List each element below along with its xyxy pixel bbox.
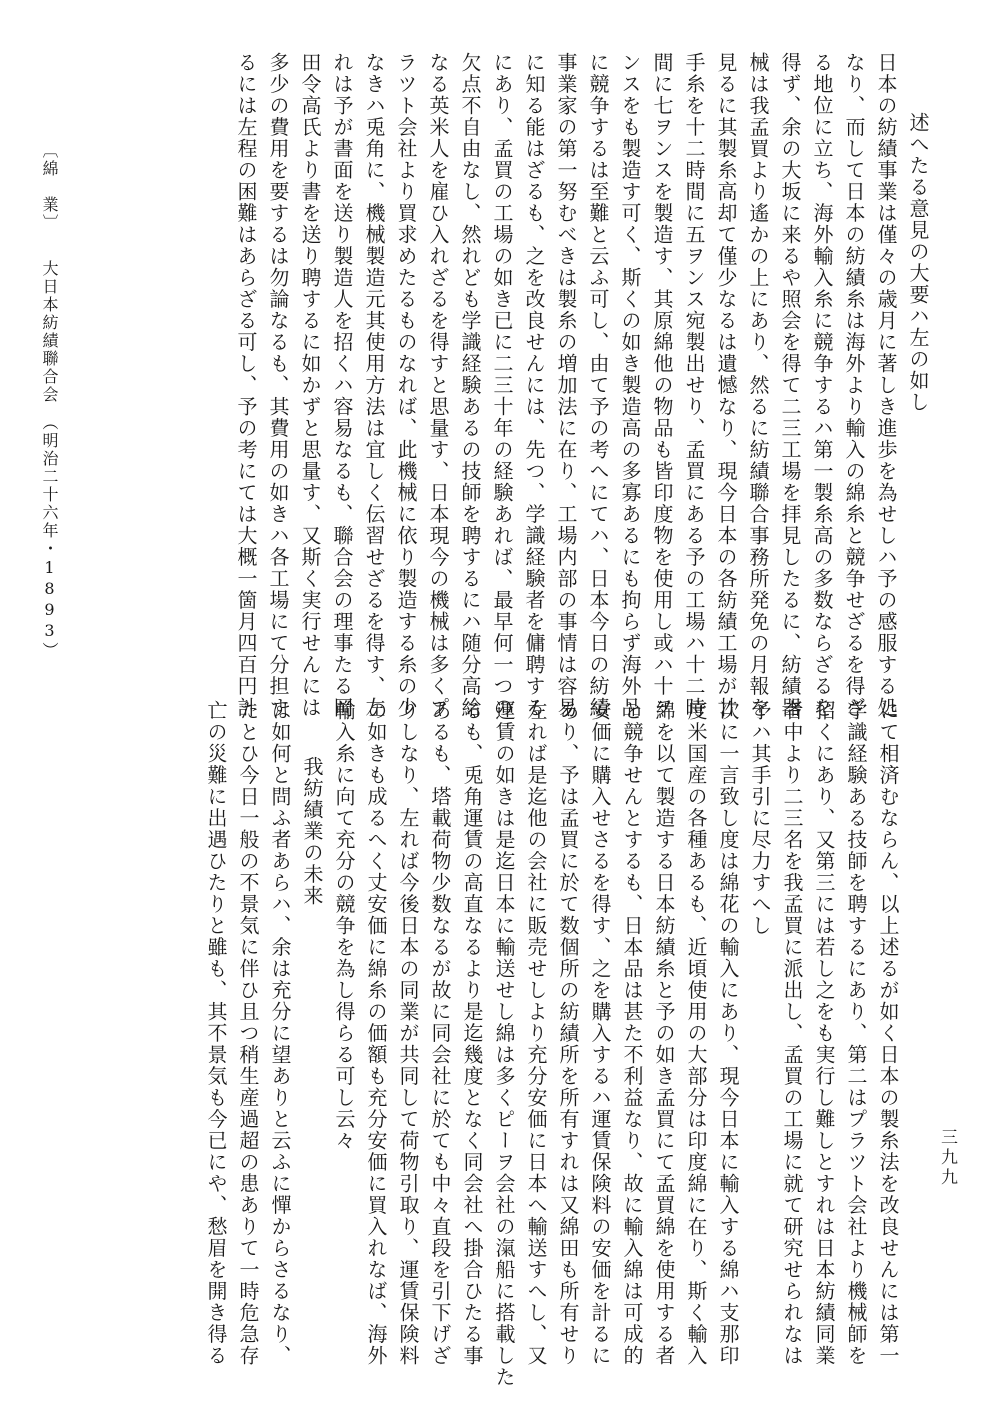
text-line: 欠点不自由なし、然れども学識経験あるの技師を聘するにハ随分高給 — [458, 52, 482, 719]
text-line: 運賃の如きは是迄日本に輸送せし綿は多くピーヲ会社の滊船に搭載した — [492, 700, 516, 1388]
text-line: 多少の費用を要するは勿論なるも、其費用の如きハ各工場にて分担す — [266, 52, 290, 719]
text-line: にあり、孟買の工場の如き已に二三十年の経験あれば、最早何一つの — [490, 52, 514, 719]
running-head-section: 〔綿 業〕 — [40, 142, 59, 224]
text-line: 学識経験ある技師を聘するにあり、第二はプラツト会社より機械師を — [844, 700, 868, 1367]
text-line: ンスをも製造す可く、斯くの如き製造高の多寡あるにも拘らず海外品 — [618, 52, 642, 719]
text-line: 度米国産の各種あるも、近頃使用の大部分は印度綿に在り、斯く輸入 — [684, 700, 708, 1367]
text-line: に知る能はざるも、之を改良せんには、先つ、学識経験者を傭聘する — [522, 52, 546, 719]
text-line: 左れば是迄他の会社に販売せしより充分安価に日本へ輸送すへし、又 — [524, 700, 548, 1367]
text-line: るには左程の困難はあらざる可し、予の考にては大概一箇月四百円計 — [234, 52, 258, 719]
text-line: と競争せんとするも、日本品は甚た不利益なり、故に輸入綿は可成的 — [620, 700, 644, 1367]
text-line: に競争するは至難と云ふ可し、由て予の考へにてハ、日本今日の紡績 — [586, 52, 610, 719]
text-line: 亡の災難に出遇ひたりと雖も、其不景気も今已にや、愁眉を開き得る — [204, 700, 228, 1367]
text-line: 綿を以て製造する日本紡績糸と予の如き孟買にて孟買綿を使用する者 — [652, 700, 676, 1367]
text-line: たとひ今日一般の不景気に伴ひ且つ稍生産過超の患ありて一時危急存 — [236, 700, 260, 1367]
text-line: 日本の紡績事業は僅々の歳月に著しき進歩を為せしハ予の感服する処 — [874, 52, 898, 719]
bottom-text-block — [74, 700, 904, 1388]
text-line: 予ハ其手引に尽力すへし — [748, 700, 772, 937]
text-line: なきハ兎角に、機械製造元其使用方法は宜しく伝習せざるを得す、左 — [362, 52, 386, 719]
text-line: 安価に購入せさるを得す、之を購入するハ運賃保険料の安価を計るに — [588, 700, 612, 1367]
text-line: なり、而して日本の紡績糸は海外より輸入の綿糸と競争せざるを得ざ — [842, 52, 866, 719]
text-line: 次に一言致し度は綿花の輸入にあり、現今日本に輸入する綿ハ支那印 — [716, 700, 740, 1367]
text-line: 得ず、余の大坂に来るや照会を得て二三工場を拝見したるに、紡績器 — [778, 52, 802, 719]
text-line: 事業家の第一努むべきは製糸の増加法に在り、工場内部の事情は容易 — [554, 52, 578, 719]
text-line: 招くにあり、又第三には若し之をも実行し難しとすれは日本紡績同業 — [812, 700, 836, 1367]
text-line: 械は我孟買より遙かの上にあり、然るに紡績聯合事務所発免の月報を — [746, 52, 770, 719]
text-line: あるも、塔載荷物少数なるが故に同会社に於ても中々直段を引下げざ — [428, 700, 452, 1367]
text-line: るも、兎角運賃の高直なるより是迄幾度となく同会社へ掛合ひたる事 — [460, 700, 484, 1367]
text-line: 述へたる意見の大要ハ左の如し — [906, 112, 930, 413]
text-line: 者中より二三名を我孟買に派出し、孟買の工場に就て研究せられなは — [780, 700, 804, 1367]
text-line: れは予が書面を送り製造人を招くハ容易なるも、聯合会の理事たる岡 — [330, 52, 354, 719]
text-line: にて相済むならん、以上述るが如く日本の製糸法を改良せんには第一 — [876, 700, 900, 1367]
running-head-source: 大日本紡績聯合会 — [40, 260, 59, 404]
text-line: の如きも成るへく丈安価に綿糸の価額も充分安価に買入れなば、海外 — [364, 700, 388, 1367]
text-line: 手糸を十二時間に五ヲンス宛製出せり、孟買にある予の工場ハ十二時 — [682, 52, 706, 719]
text-line: あり、予は孟買に於て数個所の紡績所を所有すれは又綿田も所有せり — [556, 700, 580, 1367]
text-line: りしなり、左れば今後日本の同業が共同して荷物引取り、運賃保険料 — [396, 700, 420, 1367]
running-head-date: （明治二十六年・1893） — [40, 422, 59, 660]
text-line: は如何と問ふ者あらハ、余は充分に望ありと云ふに憚からさるなり、 — [268, 700, 292, 1367]
text-line: る地位に立ち、海外輸入糸に競争するハ第一製糸高の多数ならざるを — [810, 52, 834, 719]
section-heading: 我紡績業の未来 — [300, 756, 324, 907]
running-head — [38, 142, 61, 660]
top-text-block — [122, 52, 934, 719]
text-line: 見るに其製糸高却て僅少なるは遺憾なり、現今日本の各紡績工場が廿 — [714, 52, 738, 719]
text-line: 間に七ヲンスを製造す、其原綿他の物品も皆印度物を使用し或ハ十ヲ — [650, 52, 674, 719]
text-line: なる英米人を雇ひ入れざるを得すと思量す、日本現今の機械は多くプ — [426, 52, 450, 719]
text-line: 田令高氏より書を送り聘するに如かずと思量す、又斯く実行せんには — [298, 52, 322, 719]
text-line: ラツト会社より買求めたるものなれば、此機械に依り製造する糸の少 — [394, 52, 418, 719]
page-number: 三九九 — [937, 1128, 957, 1188]
text-line: 輸入糸に向て充分の競争を為し得らる可し云々 — [332, 700, 356, 1152]
